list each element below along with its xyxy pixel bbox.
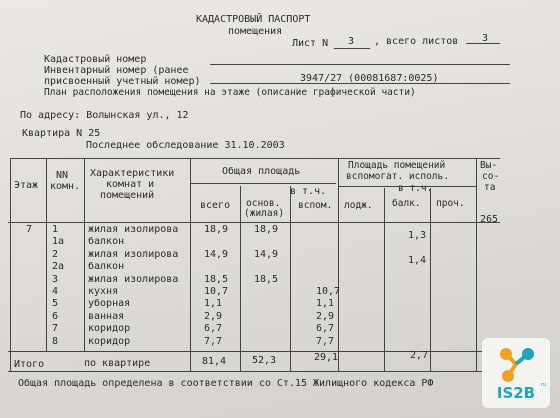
address: По адресу: Волынская ул., 12 bbox=[20, 110, 189, 121]
cell-nn: 5 bbox=[52, 298, 59, 310]
cell-name: коридор bbox=[88, 335, 131, 347]
header-incl-2: в т.ч. bbox=[398, 183, 433, 194]
total-balcony-value: 2,7 bbox=[410, 350, 429, 361]
cell-name: жилая изолирова bbox=[88, 224, 179, 235]
cell-name: кухня bbox=[88, 286, 119, 297]
cell-living: 18,9 bbox=[254, 224, 279, 235]
cell-total: 1,1 bbox=[204, 298, 223, 310]
plan-label: План расположения помещения на этаже (описание графической части) bbox=[44, 87, 416, 98]
header-height-2: со- bbox=[482, 171, 500, 182]
cell-living: 18,5 bbox=[254, 273, 279, 285]
total-living-value: 52,3 bbox=[252, 355, 277, 366]
cell-nn: 1 bbox=[52, 224, 59, 235]
cell-balk: 1,3 bbox=[408, 230, 427, 241]
cell-nn: 3 bbox=[52, 273, 59, 285]
cell-aux: 10,7 bbox=[316, 286, 341, 297]
inventory-label-1: Инвентарный номер (ранее bbox=[44, 65, 189, 76]
cell-total: 18,9 bbox=[204, 224, 229, 235]
cell-aux: 1,1 bbox=[316, 298, 335, 310]
header-aux-area-1: Площадь помещений bbox=[348, 160, 446, 171]
cell-nn: 7 bbox=[52, 323, 59, 335]
cell-total: 18,5 bbox=[204, 273, 229, 285]
cell-name: коридор bbox=[88, 323, 131, 335]
header-characteristics-1: Характеристики bbox=[90, 168, 175, 179]
logo-molecule-icon bbox=[494, 344, 538, 384]
cell-nn: 6 bbox=[52, 310, 59, 322]
header-characteristics-2: комнат и bbox=[106, 179, 155, 190]
total-description: по квартире bbox=[84, 358, 151, 369]
header-height-3: та bbox=[484, 182, 496, 193]
logo-suffix: .ru bbox=[539, 382, 546, 388]
cell-living: 14,9 bbox=[254, 248, 279, 260]
cell-aux: 2,9 bbox=[316, 310, 335, 322]
cell-total: 6,7 bbox=[204, 323, 223, 335]
cell-height: 265 bbox=[480, 214, 499, 225]
sheets-total-underline bbox=[466, 43, 500, 44]
cell-name: балкон bbox=[88, 261, 125, 273]
cell-total: 10,7 bbox=[204, 286, 229, 297]
sheet-number: 3 bbox=[348, 36, 355, 47]
header-balcony: балк. bbox=[392, 198, 421, 209]
cell-aux: 6,7 bbox=[316, 323, 335, 335]
cell-floor: 7 bbox=[26, 224, 33, 235]
apartment-number: Квартира N 25 bbox=[22, 128, 101, 139]
cadastral-number-line bbox=[210, 64, 510, 65]
cell-nn: 2а bbox=[52, 261, 65, 273]
cadastral-number-label: Кадастровый номер bbox=[44, 54, 147, 65]
header-living: (жилая) bbox=[244, 208, 285, 219]
inventory-number-line bbox=[210, 83, 510, 84]
is2b-logo bbox=[482, 338, 550, 408]
cell-name: балкон bbox=[88, 236, 125, 248]
cell-balk: 1,4 bbox=[408, 254, 427, 266]
header-floor: Этаж bbox=[14, 180, 39, 191]
total-label: Итого bbox=[14, 359, 45, 370]
inventory-label-2: присвоенный учетный номер) bbox=[44, 76, 201, 87]
document-title: КАДАСТРОВЫЙ ПАСПОРТ bbox=[196, 14, 311, 25]
header-other: проч. bbox=[436, 198, 465, 209]
header-main: основ. bbox=[246, 198, 281, 209]
sheet-label: Лист N bbox=[292, 38, 329, 49]
cell-nn: 8 bbox=[52, 335, 59, 347]
header-aux-area-2: вспомогат. исполь. bbox=[346, 171, 449, 182]
document-subtitle: помещения bbox=[228, 26, 283, 37]
cell-name: уборная bbox=[88, 298, 131, 310]
header-height-1: Вы- bbox=[480, 160, 498, 171]
last-survey-date: Последнее обследование 31.10.2003 bbox=[86, 140, 285, 151]
cell-nn: 1а bbox=[52, 236, 65, 248]
cell-name: жилая изолирова bbox=[88, 273, 179, 285]
header-total-area: Общая площадь bbox=[222, 166, 301, 177]
sheets-total: 3 bbox=[482, 33, 489, 44]
header-nn-rooms: комн. bbox=[50, 181, 81, 192]
header-loggia: лодж. bbox=[344, 200, 373, 211]
header-aux: вспом. bbox=[298, 200, 333, 211]
inventory-number: 3947/27 (00081687:0025) bbox=[300, 73, 439, 84]
header-incl-1: в т.ч. bbox=[290, 186, 327, 197]
cell-nn: 2 bbox=[52, 248, 59, 260]
sheet-underline bbox=[334, 48, 370, 49]
header-total: всего bbox=[200, 200, 231, 211]
footer-note: Общая площадь определена в соответствии со Ст.15 Жилищного кодекса РФ bbox=[18, 378, 434, 389]
sheets-total-label: , всего листов bbox=[374, 36, 459, 47]
cell-nn: 4 bbox=[52, 286, 59, 297]
cell-total: 2,9 bbox=[204, 310, 223, 322]
total-aux-value: 29,1 bbox=[314, 352, 339, 363]
cell-total: 7,7 bbox=[204, 335, 223, 347]
total-area-value: 81,4 bbox=[202, 356, 227, 367]
cell-name: жилая изолирова bbox=[88, 248, 179, 260]
cell-name: ванная bbox=[88, 310, 125, 322]
header-characteristics-3: помещений bbox=[100, 190, 155, 201]
cell-total: 14,9 bbox=[204, 248, 229, 260]
logo-text: IS2B bbox=[496, 384, 536, 402]
header-nn: NN bbox=[56, 170, 69, 181]
cell-aux: 7,7 bbox=[316, 335, 335, 347]
